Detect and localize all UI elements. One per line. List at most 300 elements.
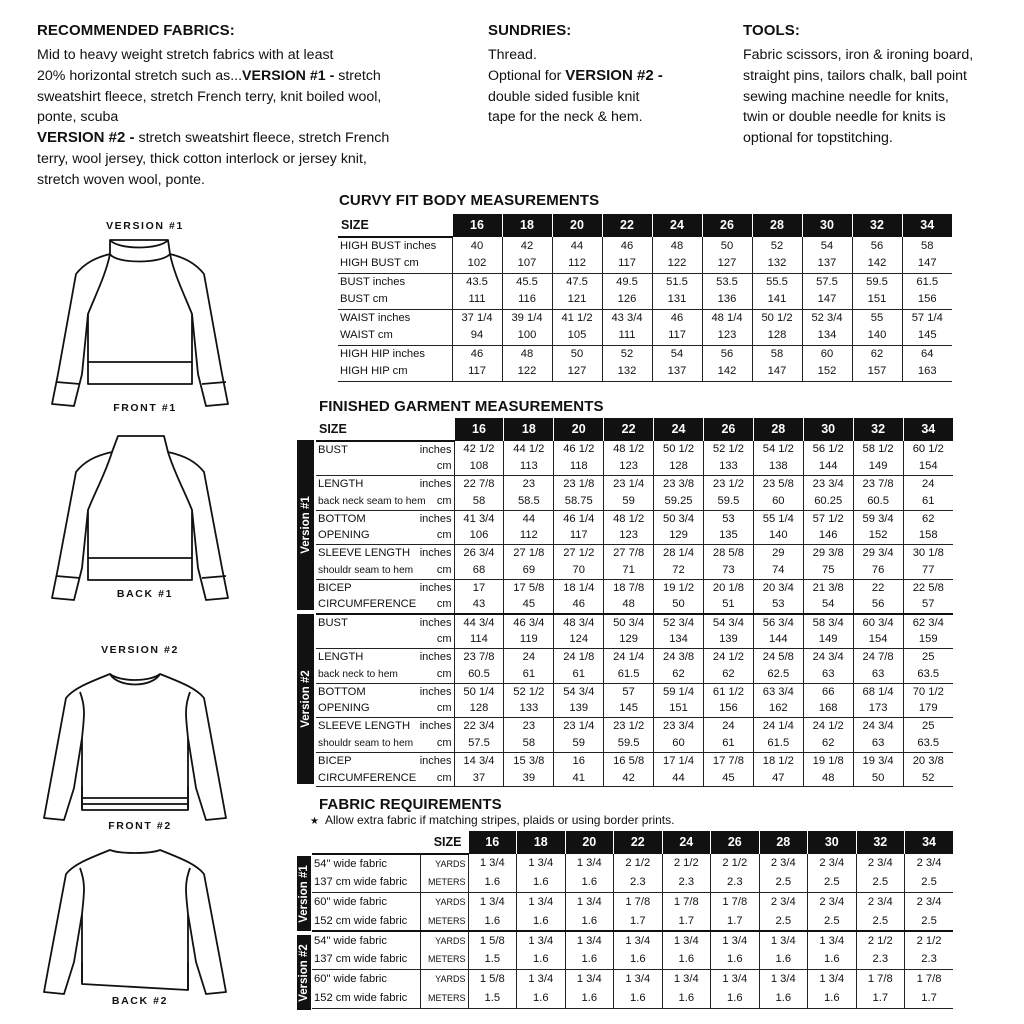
table-cell: 112 bbox=[552, 255, 602, 273]
table-row bbox=[338, 309, 952, 327]
table-cell: 128 bbox=[752, 327, 802, 345]
table-cell: 111 bbox=[452, 291, 502, 309]
table-cell: 132 bbox=[752, 255, 802, 273]
table-row bbox=[316, 579, 953, 596]
table-row bbox=[316, 597, 953, 614]
table-cell: 1.6 bbox=[614, 950, 663, 969]
table-cell: 1 3/4 bbox=[808, 931, 857, 950]
table-cell: 1.6 bbox=[662, 950, 711, 969]
table-cell: 1 3/4 bbox=[711, 970, 760, 989]
table-cell: 60 1/2 bbox=[903, 441, 953, 458]
table-cell: 112 bbox=[504, 527, 554, 544]
table-cell: 42 bbox=[502, 237, 552, 255]
row-unit: inches bbox=[419, 547, 452, 560]
table-cell: 113 bbox=[504, 458, 554, 475]
size-header-20: 20 bbox=[552, 214, 602, 237]
table-row bbox=[312, 970, 953, 989]
table-row bbox=[316, 493, 953, 510]
table-cell: 59 bbox=[554, 735, 604, 752]
table-cell: 1.6 bbox=[565, 912, 614, 931]
size-header-28: 28 bbox=[759, 831, 808, 854]
table-cell: 122 bbox=[652, 255, 702, 273]
table-cell: 61 bbox=[554, 666, 604, 683]
version1-figure-label: VERSION #1 bbox=[106, 220, 184, 232]
table-cell: 1.7 bbox=[614, 912, 663, 931]
size-header-32: 32 bbox=[852, 214, 902, 237]
table-cell: 2 3/4 bbox=[759, 893, 808, 912]
size-header-30: 30 bbox=[803, 418, 853, 441]
table-cell: 50 1/2 bbox=[654, 441, 704, 458]
size-header-34: 34 bbox=[905, 831, 954, 854]
table-cell: 58.75 bbox=[554, 493, 604, 510]
table-cell: 106 bbox=[454, 527, 504, 544]
table-cell: 50 bbox=[552, 345, 602, 363]
finished-measurements-title: FINISHED GARMENT MEASUREMENTS bbox=[319, 398, 604, 415]
table-cell: 1.6 bbox=[759, 989, 808, 1008]
table-cell: 24 3/8 bbox=[654, 649, 704, 666]
table-cell: 1 7/8 bbox=[905, 970, 954, 989]
table-cell: 163 bbox=[902, 363, 952, 381]
table-cell: 62 bbox=[703, 666, 753, 683]
table-cell: 52 bbox=[602, 345, 652, 363]
table-cell: 162 bbox=[753, 700, 803, 717]
table-cell: 41 3/4 bbox=[454, 510, 504, 527]
size-header-label: SIZE bbox=[312, 831, 468, 854]
table-cell: 42 bbox=[604, 770, 654, 787]
table-cell: 56 bbox=[853, 597, 903, 614]
table-cell: 53 bbox=[703, 510, 753, 527]
tools-text: Fabric scissors, iron & ironing board, straight pins, tailors chalk, ball point sewing machine needle for knits, twin or double needle for knits is optional for topstitching. bbox=[743, 47, 974, 147]
table-cell: 1 3/4 bbox=[808, 970, 857, 989]
row-label bbox=[316, 631, 412, 648]
row-label: WAIST cm bbox=[338, 327, 452, 345]
row-label: 60" wide fabric bbox=[314, 973, 387, 986]
size-header-18: 18 bbox=[504, 418, 554, 441]
table-cell: 128 bbox=[654, 458, 704, 475]
table-cell: 1.6 bbox=[711, 989, 760, 1008]
table-cell: 23 3/4 bbox=[654, 718, 704, 735]
sundries-text: Thread. Optional for VERSION #2 - double sided fusible knit tape for the neck & hem. bbox=[488, 47, 663, 126]
body-measurements-table bbox=[338, 214, 952, 382]
table-cell: 50 3/4 bbox=[604, 614, 654, 631]
table-cell: 102 bbox=[452, 255, 502, 273]
fabric-version1-tab: Version #1 bbox=[297, 856, 311, 931]
table-cell: 1.7 bbox=[711, 912, 760, 931]
table-row bbox=[338, 291, 952, 309]
table-cell: 55 1/4 bbox=[753, 510, 803, 527]
table-cell: 46 1/4 bbox=[554, 510, 604, 527]
table-cell: 140 bbox=[753, 527, 803, 544]
table-cell: 59.5 bbox=[852, 273, 902, 291]
table-cell: 46 bbox=[452, 345, 502, 363]
table-row bbox=[316, 562, 953, 579]
table-cell: 61 bbox=[903, 493, 953, 510]
size-header-18: 18 bbox=[502, 214, 552, 237]
table-cell: 57.5 bbox=[802, 273, 852, 291]
table-cell: 52 3/4 bbox=[654, 614, 704, 631]
row-unit: cm bbox=[412, 770, 454, 787]
table-cell: 22 5/8 bbox=[903, 579, 953, 596]
table-cell: 2 3/4 bbox=[905, 854, 954, 873]
table-cell: 24 3/4 bbox=[803, 649, 853, 666]
table-cell: 1.6 bbox=[808, 989, 857, 1008]
table-cell: 1 3/4 bbox=[759, 931, 808, 950]
size-header-32: 32 bbox=[853, 418, 903, 441]
table-cell: 1 3/4 bbox=[565, 970, 614, 989]
row-label: BUST bbox=[318, 616, 348, 629]
table-cell: 57 1/4 bbox=[902, 309, 952, 327]
table-cell: 152 bbox=[853, 527, 903, 544]
table-cell: 19 1/8 bbox=[803, 752, 853, 769]
row-unit: cm bbox=[412, 700, 454, 717]
table-cell: 44 bbox=[654, 770, 704, 787]
table-cell: 55 bbox=[852, 309, 902, 327]
table-cell: 147 bbox=[802, 291, 852, 309]
size-header-26: 26 bbox=[711, 831, 760, 854]
table-cell: 1 3/4 bbox=[614, 931, 663, 950]
table-cell: 1.6 bbox=[468, 873, 517, 892]
table-row bbox=[312, 989, 953, 1008]
table-cell: 68 1/4 bbox=[853, 683, 903, 700]
table-cell: 142 bbox=[702, 363, 752, 381]
table-cell: 55.5 bbox=[752, 273, 802, 291]
table-row bbox=[338, 345, 952, 363]
table-cell: 2.5 bbox=[905, 873, 954, 892]
table-cell: 2 1/2 bbox=[856, 931, 905, 950]
back1-figure-label: BACK #1 bbox=[116, 588, 174, 600]
table-cell: 154 bbox=[853, 631, 903, 648]
table-cell: 50 bbox=[853, 770, 903, 787]
size-header-30: 30 bbox=[808, 831, 857, 854]
table-cell: 45.5 bbox=[502, 273, 552, 291]
size-header-32: 32 bbox=[856, 831, 905, 854]
table-cell: 44 3/4 bbox=[454, 614, 504, 631]
row-label: OPENING bbox=[316, 700, 412, 717]
row-unit: METERS bbox=[420, 912, 468, 931]
table-cell: 128 bbox=[454, 700, 504, 717]
table-cell: 129 bbox=[604, 631, 654, 648]
table-cell: 1.6 bbox=[662, 989, 711, 1008]
table-cell: 23 5/8 bbox=[753, 476, 803, 493]
table-cell: 1.6 bbox=[517, 989, 566, 1008]
table-cell: 25 bbox=[903, 649, 953, 666]
table-cell: 1 3/4 bbox=[614, 970, 663, 989]
table-cell: 138 bbox=[753, 458, 803, 475]
table-cell: 131 bbox=[652, 291, 702, 309]
table-cell: 74 bbox=[753, 562, 803, 579]
version2-figure-label: VERSION #2 bbox=[101, 644, 179, 656]
table-cell: 64 bbox=[902, 345, 952, 363]
table-cell: 119 bbox=[504, 631, 554, 648]
table-row bbox=[316, 614, 953, 631]
row-unit: inches bbox=[419, 720, 452, 733]
table-cell: 1 3/4 bbox=[468, 893, 517, 912]
table-cell: 1 3/4 bbox=[759, 970, 808, 989]
table-cell: 156 bbox=[703, 700, 753, 717]
table-cell: 135 bbox=[703, 527, 753, 544]
table-cell: 54 bbox=[803, 597, 853, 614]
table-cell: 1 3/4 bbox=[662, 931, 711, 950]
row-label: BUST bbox=[318, 443, 348, 456]
table-cell: 54 1/2 bbox=[753, 441, 803, 458]
row-label: 54" wide fabric bbox=[314, 857, 387, 870]
table-cell: 1.7 bbox=[856, 989, 905, 1008]
table-cell: 121 bbox=[552, 291, 602, 309]
front1-garment-illustration bbox=[46, 234, 236, 406]
table-cell: 48 bbox=[652, 237, 702, 255]
table-cell: 2.3 bbox=[614, 873, 663, 892]
table-cell: 77 bbox=[903, 562, 953, 579]
size-header-20: 20 bbox=[565, 831, 614, 854]
table-cell: 122 bbox=[502, 363, 552, 381]
table-cell: 62 bbox=[803, 735, 853, 752]
table-cell: 127 bbox=[552, 363, 602, 381]
row-unit: inches bbox=[419, 512, 452, 525]
row-label: LENGTH bbox=[318, 477, 364, 490]
row-label: WAIST inches bbox=[340, 311, 411, 324]
fabric-requirements-note: ★ Allow extra fabric if matching stripes, plaids or using border prints. bbox=[310, 813, 675, 827]
table-cell: 25 bbox=[903, 718, 953, 735]
table-cell: 1 3/4 bbox=[517, 970, 566, 989]
table-cell: 60 bbox=[753, 493, 803, 510]
recommended-fabrics-heading: RECOMMENDED FABRICS: bbox=[37, 22, 235, 39]
table-cell: 59.5 bbox=[604, 735, 654, 752]
table-row bbox=[316, 666, 953, 683]
row-label: BUST inches bbox=[340, 275, 406, 288]
table-cell: 117 bbox=[452, 363, 502, 381]
table-cell: 117 bbox=[602, 255, 652, 273]
table-cell: 1.5 bbox=[468, 950, 517, 969]
table-row bbox=[338, 255, 952, 273]
table-cell: 49.5 bbox=[602, 273, 652, 291]
table-cell: 46 bbox=[602, 237, 652, 255]
table-cell: 17 5/8 bbox=[504, 579, 554, 596]
table-cell: 29 3/8 bbox=[803, 545, 853, 562]
table-cell: 70 1/2 bbox=[903, 683, 953, 700]
table-cell: 51 bbox=[703, 597, 753, 614]
table-cell: 1.7 bbox=[905, 989, 954, 1008]
row-unit: METERS bbox=[420, 950, 468, 969]
table-cell: 116 bbox=[502, 291, 552, 309]
row-label: 152 cm wide fabric bbox=[312, 912, 420, 931]
table-cell: 28 1/4 bbox=[654, 545, 704, 562]
table-cell: 17 1/4 bbox=[654, 752, 704, 769]
table-cell: 105 bbox=[552, 327, 602, 345]
size-header-34: 34 bbox=[902, 214, 952, 237]
table-cell: 2 3/4 bbox=[808, 893, 857, 912]
table-row bbox=[316, 545, 953, 562]
row-unit: cm bbox=[412, 666, 454, 683]
table-row bbox=[316, 476, 953, 493]
table-cell: 151 bbox=[654, 700, 704, 717]
row-label: CIRCUMFERENCE bbox=[316, 597, 412, 614]
table-cell: 1 3/4 bbox=[565, 893, 614, 912]
table-cell: 24 5/8 bbox=[753, 649, 803, 666]
table-cell: 15 3/8 bbox=[504, 752, 554, 769]
table-cell: 27 1/2 bbox=[554, 545, 604, 562]
table-cell: 18 7/8 bbox=[604, 579, 654, 596]
table-cell: 56 1/2 bbox=[803, 441, 853, 458]
table-cell: 43 3/4 bbox=[602, 309, 652, 327]
table-cell: 145 bbox=[902, 327, 952, 345]
table-row bbox=[312, 950, 953, 969]
row-unit: cm bbox=[412, 458, 454, 475]
row-unit: inches bbox=[419, 477, 452, 490]
table-cell: 140 bbox=[852, 327, 902, 345]
table-cell: 52 bbox=[752, 237, 802, 255]
table-cell: 127 bbox=[702, 255, 752, 273]
table-cell: 30 1/8 bbox=[903, 545, 953, 562]
table-cell: 145 bbox=[604, 700, 654, 717]
table-cell: 1.6 bbox=[517, 873, 566, 892]
table-cell: 61.5 bbox=[604, 666, 654, 683]
sundries-heading: SUNDRIES: bbox=[488, 22, 572, 39]
table-cell: 2 3/4 bbox=[905, 893, 954, 912]
table-cell: 24 1/4 bbox=[604, 649, 654, 666]
row-label: 60" wide fabric bbox=[314, 895, 387, 908]
table-cell: 72 bbox=[654, 562, 704, 579]
table-cell: 52 bbox=[903, 770, 953, 787]
row-label: 137 cm wide fabric bbox=[312, 873, 420, 892]
table-cell: 24 bbox=[903, 476, 953, 493]
table-cell: 51.5 bbox=[652, 273, 702, 291]
table-cell: 47 bbox=[753, 770, 803, 787]
row-label: HIGH HIP cm bbox=[338, 363, 452, 381]
table-cell: 17 7/8 bbox=[703, 752, 753, 769]
table-cell: 63 bbox=[853, 666, 903, 683]
table-row bbox=[316, 718, 953, 735]
table-cell: 48 1/2 bbox=[604, 441, 654, 458]
size-header-28: 28 bbox=[753, 418, 803, 441]
table-cell: 43.5 bbox=[452, 273, 502, 291]
table-cell: 94 bbox=[452, 327, 502, 345]
table-cell: 149 bbox=[803, 631, 853, 648]
table-cell: 23 7/8 bbox=[853, 476, 903, 493]
table-cell: 23 3/8 bbox=[654, 476, 704, 493]
table-row bbox=[338, 273, 952, 291]
table-cell: 159 bbox=[903, 631, 953, 648]
table-cell: 45 bbox=[703, 770, 753, 787]
row-label: BOTTOM bbox=[318, 685, 366, 698]
table-cell: 107 bbox=[502, 255, 552, 273]
table-row bbox=[312, 912, 953, 931]
row-unit: cm bbox=[412, 631, 454, 648]
table-cell: 156 bbox=[902, 291, 952, 309]
table-cell: 100 bbox=[502, 327, 552, 345]
table-cell: 62 3/4 bbox=[903, 614, 953, 631]
table-cell: 42 1/2 bbox=[454, 441, 504, 458]
table-cell: 59 bbox=[604, 493, 654, 510]
table-cell: 62.5 bbox=[753, 666, 803, 683]
table-row bbox=[316, 649, 953, 666]
table-cell: 63.5 bbox=[903, 735, 953, 752]
table-cell: 118 bbox=[554, 458, 604, 475]
table-cell: 1.7 bbox=[662, 912, 711, 931]
table-cell: 1.6 bbox=[517, 912, 566, 931]
table-cell: 1 5/8 bbox=[468, 970, 517, 989]
table-cell: 2.5 bbox=[759, 912, 808, 931]
table-cell: 58.5 bbox=[504, 493, 554, 510]
table-cell: 1 3/4 bbox=[517, 854, 566, 873]
row-label: 152 cm wide fabric bbox=[312, 989, 420, 1008]
table-cell: 24 1/4 bbox=[753, 718, 803, 735]
table-cell: 139 bbox=[703, 631, 753, 648]
size-header-22: 22 bbox=[604, 418, 654, 441]
row-unit: YARDS bbox=[420, 970, 468, 989]
finished-version1-tab: Version #1 bbox=[297, 440, 314, 610]
table-cell: 37 bbox=[454, 770, 504, 787]
table-cell: 19 3/4 bbox=[853, 752, 903, 769]
table-cell: 62 bbox=[654, 666, 704, 683]
table-cell: 24 1/2 bbox=[803, 718, 853, 735]
table-cell: 1.6 bbox=[517, 950, 566, 969]
table-cell: 137 bbox=[652, 363, 702, 381]
table-cell: 1 3/4 bbox=[468, 854, 517, 873]
table-cell: 54 bbox=[652, 345, 702, 363]
table-cell: 2.5 bbox=[759, 873, 808, 892]
table-cell: 52 3/4 bbox=[802, 309, 852, 327]
table-cell: 20 3/8 bbox=[903, 752, 953, 769]
row-unit: cm bbox=[412, 597, 454, 614]
row-label: SLEEVE LENGTH bbox=[318, 720, 411, 733]
table-row bbox=[312, 931, 953, 950]
table-cell: 1 7/8 bbox=[711, 893, 760, 912]
table-cell: 1 7/8 bbox=[614, 893, 663, 912]
row-label: LENGTH bbox=[318, 650, 364, 663]
size-header-16: 16 bbox=[468, 831, 517, 854]
table-cell: 57.5 bbox=[454, 735, 504, 752]
table-cell: 2.5 bbox=[905, 912, 954, 931]
table-cell: 117 bbox=[652, 327, 702, 345]
table-row bbox=[316, 770, 953, 787]
size-header-34: 34 bbox=[903, 418, 953, 441]
table-cell: 40 bbox=[452, 237, 502, 255]
table-cell: 61.5 bbox=[753, 735, 803, 752]
table-cell: 57 1/2 bbox=[803, 510, 853, 527]
table-cell: 54 bbox=[802, 237, 852, 255]
table-cell: 29 3/4 bbox=[853, 545, 903, 562]
table-cell: 24 3/4 bbox=[853, 718, 903, 735]
table-cell: 61 1/2 bbox=[703, 683, 753, 700]
table-cell: 57 bbox=[604, 683, 654, 700]
row-unit: METERS bbox=[420, 873, 468, 892]
table-cell: 60 3/4 bbox=[853, 614, 903, 631]
row-label: BUST cm bbox=[338, 291, 452, 309]
table-cell: 71 bbox=[604, 562, 654, 579]
table-cell: 56 bbox=[702, 345, 752, 363]
table-cell: 52 1/2 bbox=[504, 683, 554, 700]
table-cell: 61 bbox=[504, 666, 554, 683]
table-cell: 60.5 bbox=[454, 666, 504, 683]
table-cell: 152 bbox=[802, 363, 852, 381]
table-cell: 2 3/4 bbox=[759, 854, 808, 873]
table-cell: 44 bbox=[504, 510, 554, 527]
table-cell: 46 1/2 bbox=[554, 441, 604, 458]
table-cell: 56 bbox=[852, 237, 902, 255]
table-cell: 45 bbox=[504, 597, 554, 614]
body-measurements-title: CURVY FIT BODY MEASUREMENTS bbox=[339, 192, 600, 209]
table-cell: 114 bbox=[454, 631, 504, 648]
table-row bbox=[338, 237, 952, 255]
table-cell: 23 1/4 bbox=[554, 718, 604, 735]
table-cell: 147 bbox=[752, 363, 802, 381]
fabric-requirements-table bbox=[312, 831, 953, 1009]
table-cell: 117 bbox=[554, 527, 604, 544]
table-cell: 46 bbox=[554, 597, 604, 614]
finished-measurements-table bbox=[316, 418, 953, 787]
table-cell: 20 1/8 bbox=[703, 579, 753, 596]
row-label: SLEEVE LENGTH bbox=[318, 547, 411, 560]
